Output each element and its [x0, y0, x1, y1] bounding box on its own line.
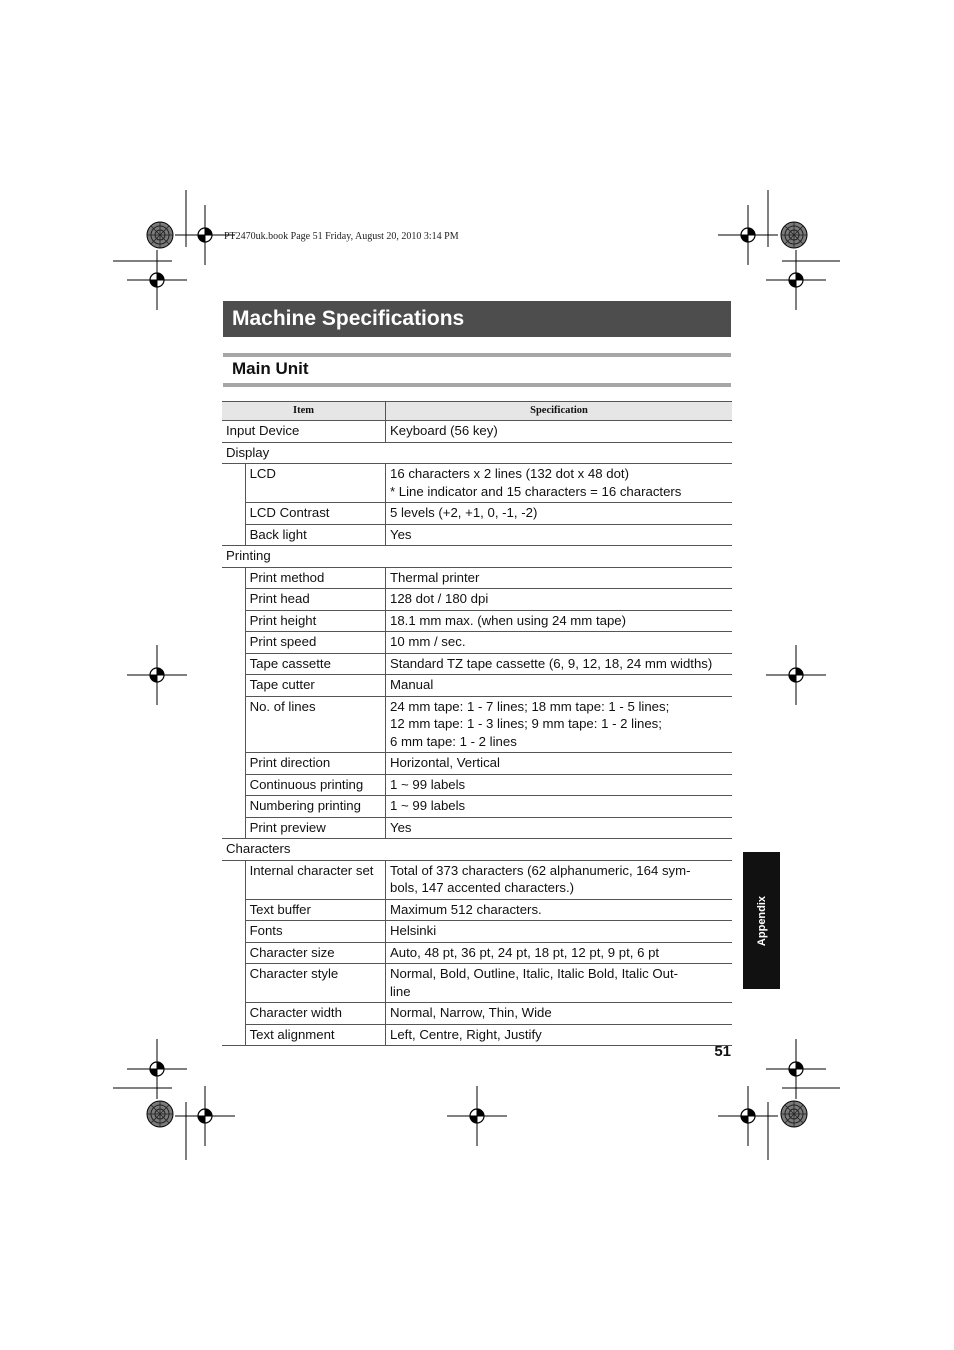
registration-mark — [175, 1086, 235, 1146]
registration-mark — [127, 250, 187, 310]
color-bar-mark — [781, 1101, 807, 1127]
registration-mark — [718, 1086, 778, 1146]
value-line: Auto, 48 pt, 36 pt, 24 pt, 18 pt, 12 pt, 9 pt, 6 pt — [390, 944, 660, 960]
value-line: Normal, Narrow, Thin, Wide — [390, 1005, 552, 1020]
value-line: Helsinki — [390, 923, 437, 938]
row-label: Input Device — [222, 421, 386, 443]
registration-mark — [766, 250, 826, 310]
value-line: 1 ~ 99 labels — [390, 798, 466, 813]
value-line: Manual — [390, 677, 434, 692]
header-item: Item — [222, 402, 386, 421]
page-title: Machine Specifications — [223, 301, 731, 337]
row-value: Keyboard (56 key) — [386, 421, 733, 443]
row-label: No. of lines — [245, 696, 385, 753]
color-bar-mark — [147, 1101, 173, 1127]
value-line: Total of 373 characters (62 alphanumeric, 164 sym- — [390, 862, 691, 878]
registration-mark — [766, 645, 826, 705]
value-line: Standard TZ tape cassette (6, 9, 12, 18, 24 mm widths) — [390, 655, 713, 671]
row-label: Print direction — [245, 753, 385, 775]
value-line: * Line indicator and 15 characters = 16 characters — [390, 483, 682, 499]
value-line: Thermal printer — [390, 569, 480, 585]
row-label: Continuous printing — [245, 774, 385, 796]
row-label: Print height — [245, 610, 385, 632]
category-label: Display — [222, 442, 732, 464]
row-label: LCD Contrast — [245, 503, 385, 525]
row-label: Tape cutter — [245, 675, 385, 697]
value-line: 128 dot / 180 dpi — [390, 591, 489, 606]
category-label: Printing — [222, 546, 732, 568]
value-line: Maximum 512 characters. — [390, 901, 542, 917]
row-label: Character width — [245, 1003, 385, 1025]
registration-mark — [447, 1086, 507, 1146]
registration-mark — [127, 645, 187, 705]
value-line: 5 levels (+2, +1, 0, -1, -2) — [390, 505, 538, 520]
value-line: 24 mm tape: 1 - 7 lines; 18 mm tape: 1 - 5 lines; — [390, 698, 670, 714]
row-label: Print preview — [245, 817, 385, 839]
value-line: Horizontal, Vertical — [390, 755, 500, 770]
value-line: 16 characters x 2 lines (132 dot x 48 dot) — [390, 466, 629, 481]
category-label: Characters — [222, 839, 732, 861]
row-label: Fonts — [245, 921, 385, 943]
registration-mark — [127, 1039, 187, 1099]
section-title: Main Unit — [232, 359, 309, 378]
row-label: Print method — [245, 567, 385, 589]
row-label: Tape cassette — [245, 653, 385, 675]
row-label: Text buffer — [245, 899, 385, 921]
header-specification: Specification — [386, 402, 733, 421]
value-line: Yes — [390, 819, 412, 835]
value-line: Left, Centre, Right, Justify — [390, 1026, 542, 1042]
value-line: 10 mm / sec. — [390, 634, 466, 649]
row-label: Numbering printing — [245, 796, 385, 818]
value-line: 12 mm tape: 1 - 3 lines; 9 mm tape: 1 - 2 lines; — [390, 716, 662, 731]
value-line: 18.1 mm max. (when using 24 mm tape) — [390, 612, 627, 628]
row-label: Character size — [245, 942, 385, 964]
value-line: 6 mm tape: 1 - 2 lines — [390, 733, 517, 749]
row-label: Back light — [245, 524, 385, 546]
registration-mark — [766, 1039, 826, 1099]
row-label: Print head — [245, 589, 385, 611]
value-line: bols, 147 accented characters.) — [390, 880, 574, 895]
color-bar-mark — [781, 222, 807, 248]
row-label: Character style — [245, 964, 385, 1003]
row-label: LCD — [245, 464, 385, 503]
page-number: 51 — [714, 1043, 731, 1060]
row-label: Print speed — [245, 632, 385, 654]
value-line: Yes — [390, 526, 412, 542]
appendix-tab-label: Appendix — [755, 895, 768, 946]
registration-mark — [718, 205, 778, 265]
value-line: line — [390, 983, 411, 999]
registration-mark — [175, 205, 235, 265]
color-bar-mark — [147, 222, 173, 248]
print-header: PT2470uk.book Page 51 Friday, August 20, 2010 3:14 PM — [224, 231, 459, 242]
value-line: Normal, Bold, Outline, Italic, Italic Bold, Italic Out- — [390, 966, 679, 981]
value-line: 1 ~ 99 labels — [390, 776, 466, 792]
row-label: Text alignment — [245, 1024, 385, 1046]
row-label: Internal character set — [245, 860, 385, 899]
